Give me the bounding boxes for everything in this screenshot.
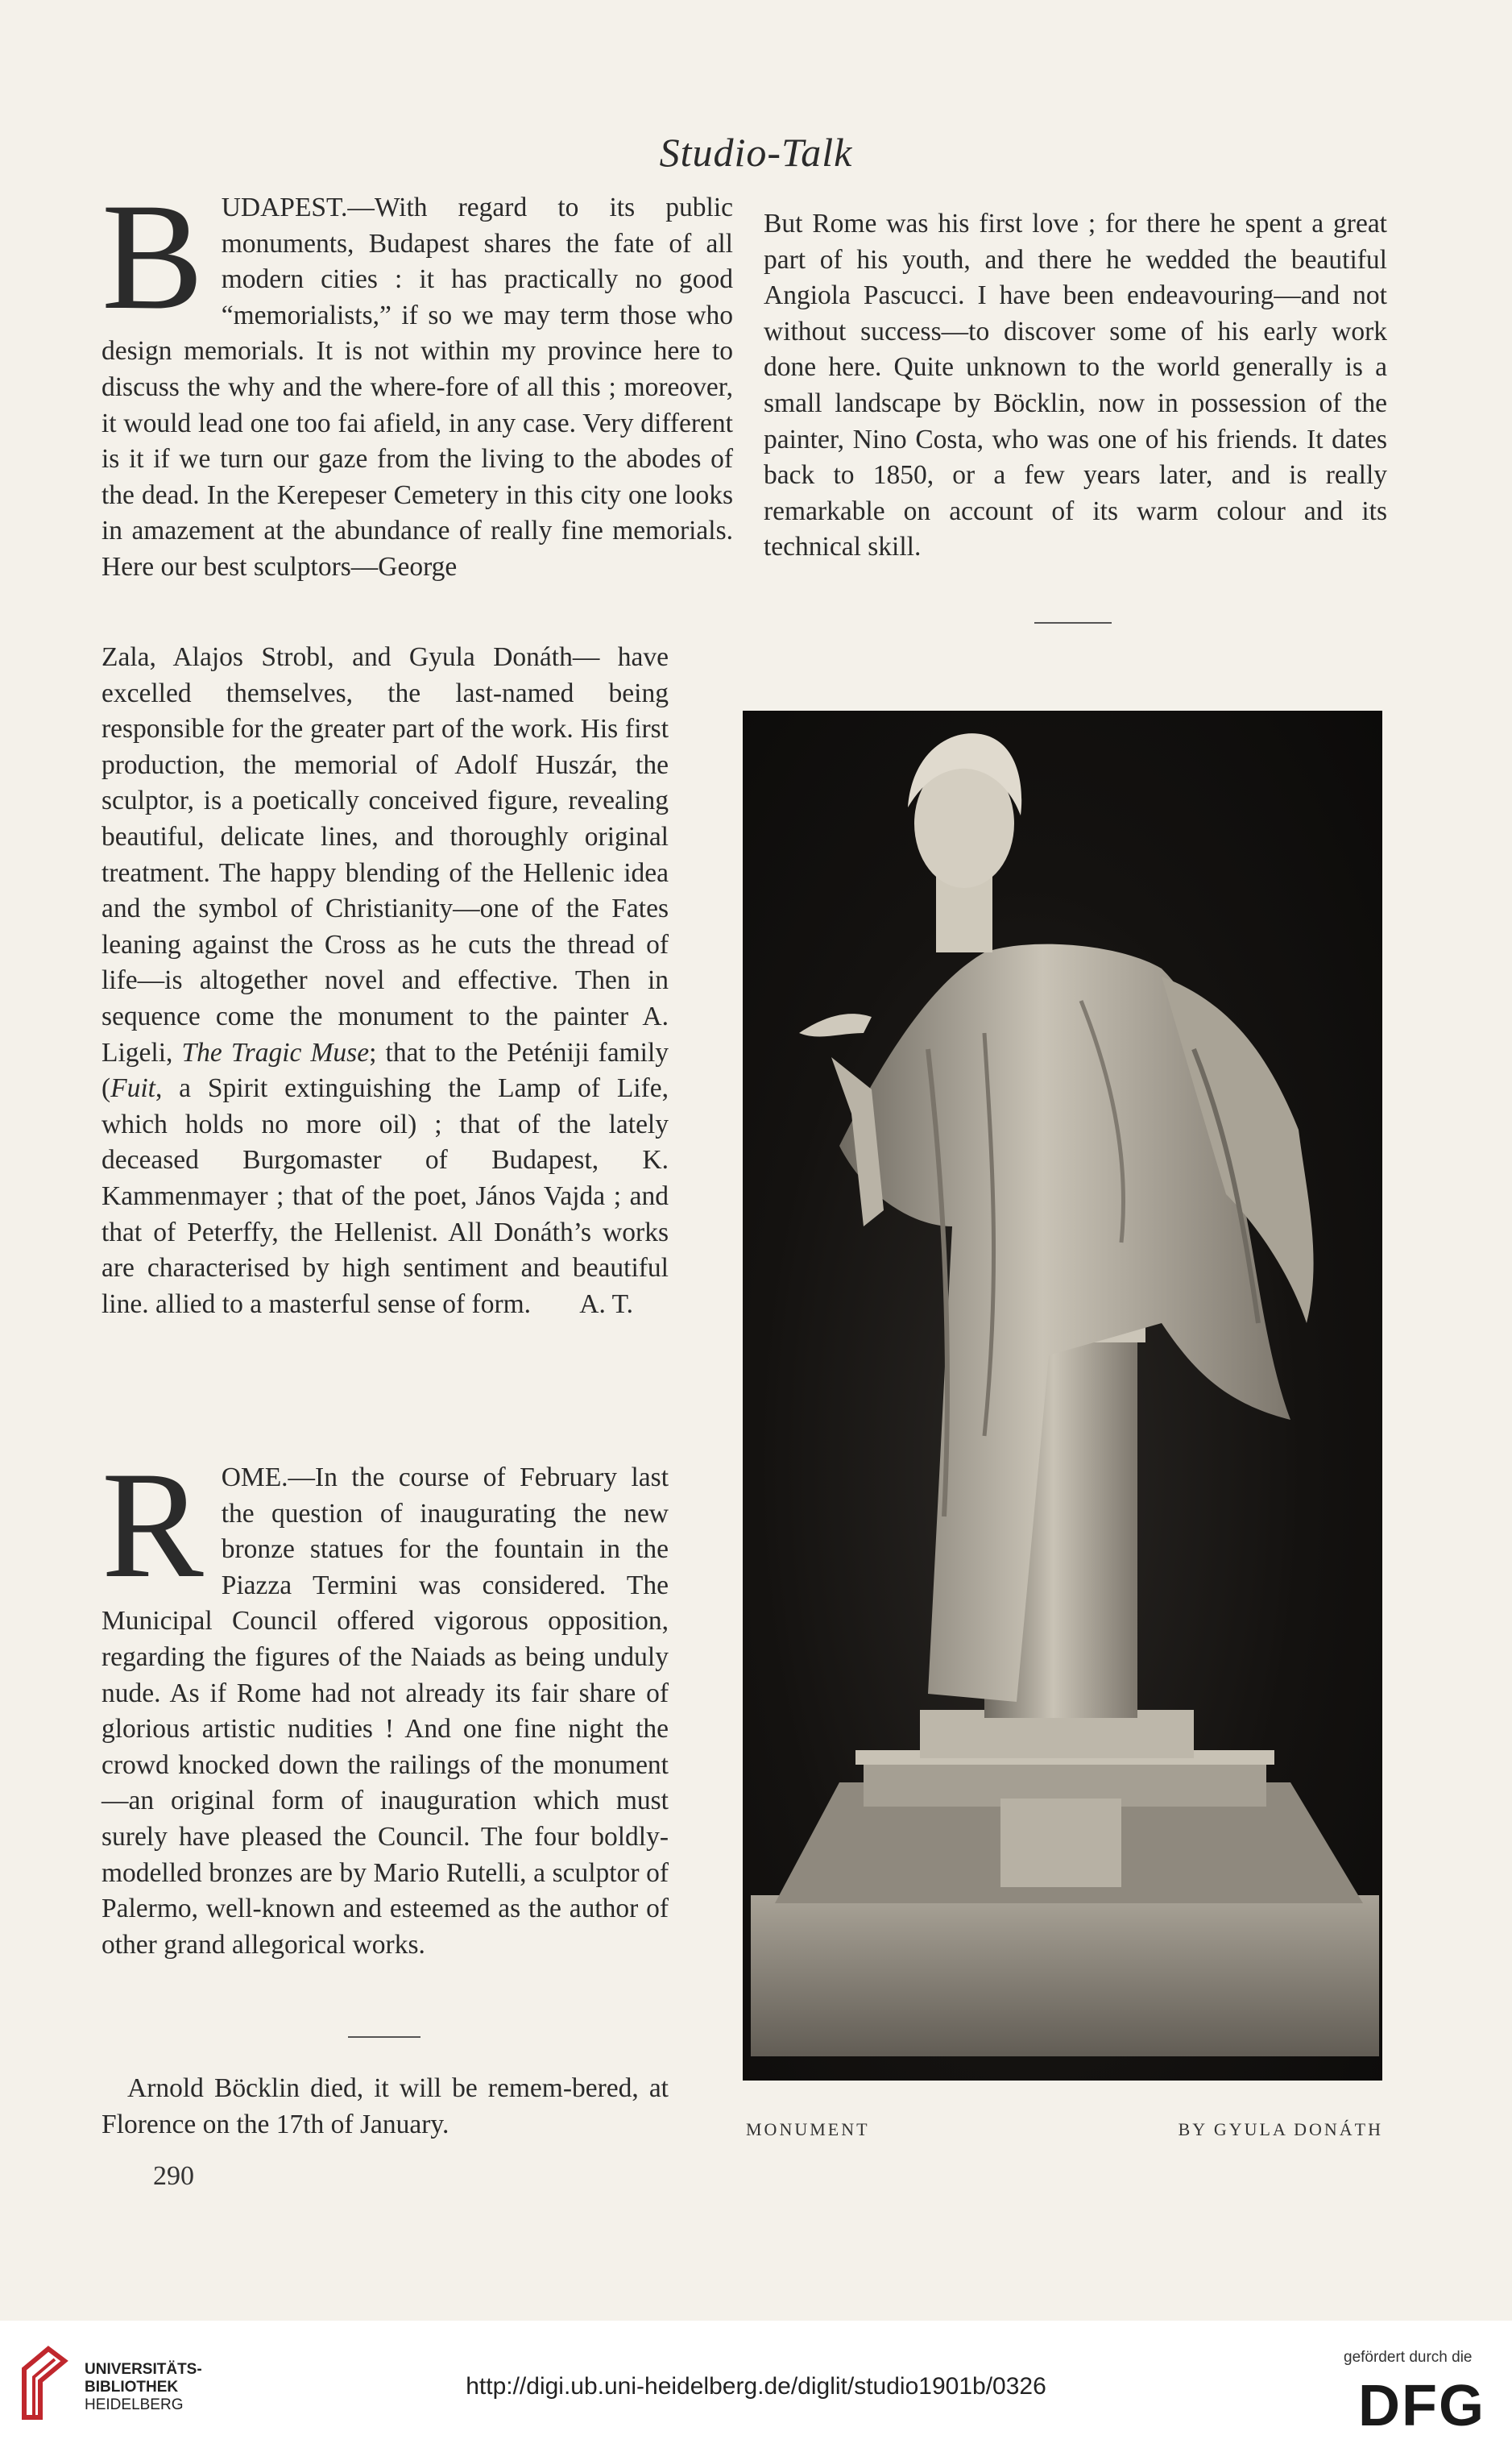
budapest-text-1: Zala, Alajos Strobl, and Gyula Donáth— have excelled themselves, the last-named being responsible for the greater part of the work. His first production, the memorial of Adolf Huszár, the sculptor, is a poetically conceived figure, revealing beautiful, delicate lines, and thoroughly original treatment. The happy blending of the Hellenic idea and the symbol of Christianity—one of the Fates leaning against the Cross as he cuts the thread of life—is altogether novel and effective. Then in sequence come the monument to the painter A. Ligeli, <box>101 642 669 1068</box>
dropcap-r: R <box>101 1441 204 1610</box>
page-number: 290 <box>153 2161 194 2191</box>
library-name: UNIVERSITÄTS- BIBLIOTHEK HEIDELBERG <box>85 2361 202 2413</box>
signature-at: A. T. <box>579 1288 633 1319</box>
budapest-text-3: , a Spirit extinguishing the Lamp of Life, which holds no more oil) ; that of the lately deceased Burgomaster of Budapest, K. Kammenmayer ; that of the poet, János Vajda ; and that of Peterffy, the Hellenist. All Donáth’s works are characterised by high sentiment and beautiful line. allied to a masterful sense of form. <box>101 1073 669 1319</box>
monument-photograph <box>743 711 1382 2081</box>
budapest-continuation <box>101 640 669 1322</box>
funding-note: gefördert durch die <box>1344 2349 1473 2366</box>
section-divider-left <box>348 2036 420 2038</box>
dfg-logo: DFG <box>1358 2374 1485 2438</box>
budapest-text-2: ; that to the Peténiji family ( <box>101 1037 669 1104</box>
title-fuit: Fuit <box>110 1073 155 1104</box>
rome-section <box>101 1441 669 1963</box>
title-tragic-muse: The Tragic Muse <box>181 1037 370 1068</box>
bocklin-paragraph-start: Arnold Böcklin died, it will be remem-bered, at Florence on the 17th of January. <box>101 2073 669 2139</box>
source-url-link[interactable]: http://digi.ub.uni-heidelberg.de/diglit/studio1901b/0326 <box>466 2373 1046 2400</box>
figure-caption-right: BY GYULA DONÁTH <box>1178 2119 1383 2139</box>
budapest-section <box>101 172 733 586</box>
dropcap-b: B <box>101 172 204 342</box>
budapest-lead-paragraph: UDAPEST.—With regard to its public monuments, Budapest shares the fate of all modern cities : it has practically no good “memorialists,” if so we may term those who design memorials. It is not within my province here to discuss the why and the where-fore of all this ; moreover, it would lead one too fai afield, in any case. Very different is it if we turn our gaze from the living to the abodes of the dead. In the Kerepeser Cemetery in this city one looks in amazement at the abundance of really fine memorials. Here our best sculptors—George <box>101 193 733 582</box>
running-head: Studio-Talk <box>659 130 853 175</box>
figure-caption-left: MONUMENT <box>746 2119 870 2139</box>
rome-paragraph: OME.—In the course of February last the question of inaugurating the new bronze statues for the fountain in the Piazza Termini was considered. The Municipal Council offered vigorous opposition, regarding the figures of the Naiads as being unduly nude. As if Rome had not already its fair share of glorious artistic nudities ! And one fine night the crowd knocked down the railings of the monument—an original form of inauguration which must surely have pleased the Council. The four boldly-modelled bronzes are by Mario Rutelli, a sculptor of Palermo, well-known and esteemed as the author of other grand allegorical works. <box>101 1462 669 1960</box>
bocklin-paragraph-continued: But Rome was his first love ; for there he spent a great part of his youth, and there he wedded the beautiful Angiola Pascucci. I have been endeavouring—and not without success—to discover some of his early work done here. Quite unknown to the world generally is a small landscape by Böcklin, now in possession of the painter, Nino Costa, who was one of his friends. It dates back to 1850, or a few years later, and is really remarkable on account of its warm colour and its technical skill. <box>764 209 1387 562</box>
statue-illustration <box>743 711 1382 2081</box>
section-divider-right <box>1034 622 1112 624</box>
